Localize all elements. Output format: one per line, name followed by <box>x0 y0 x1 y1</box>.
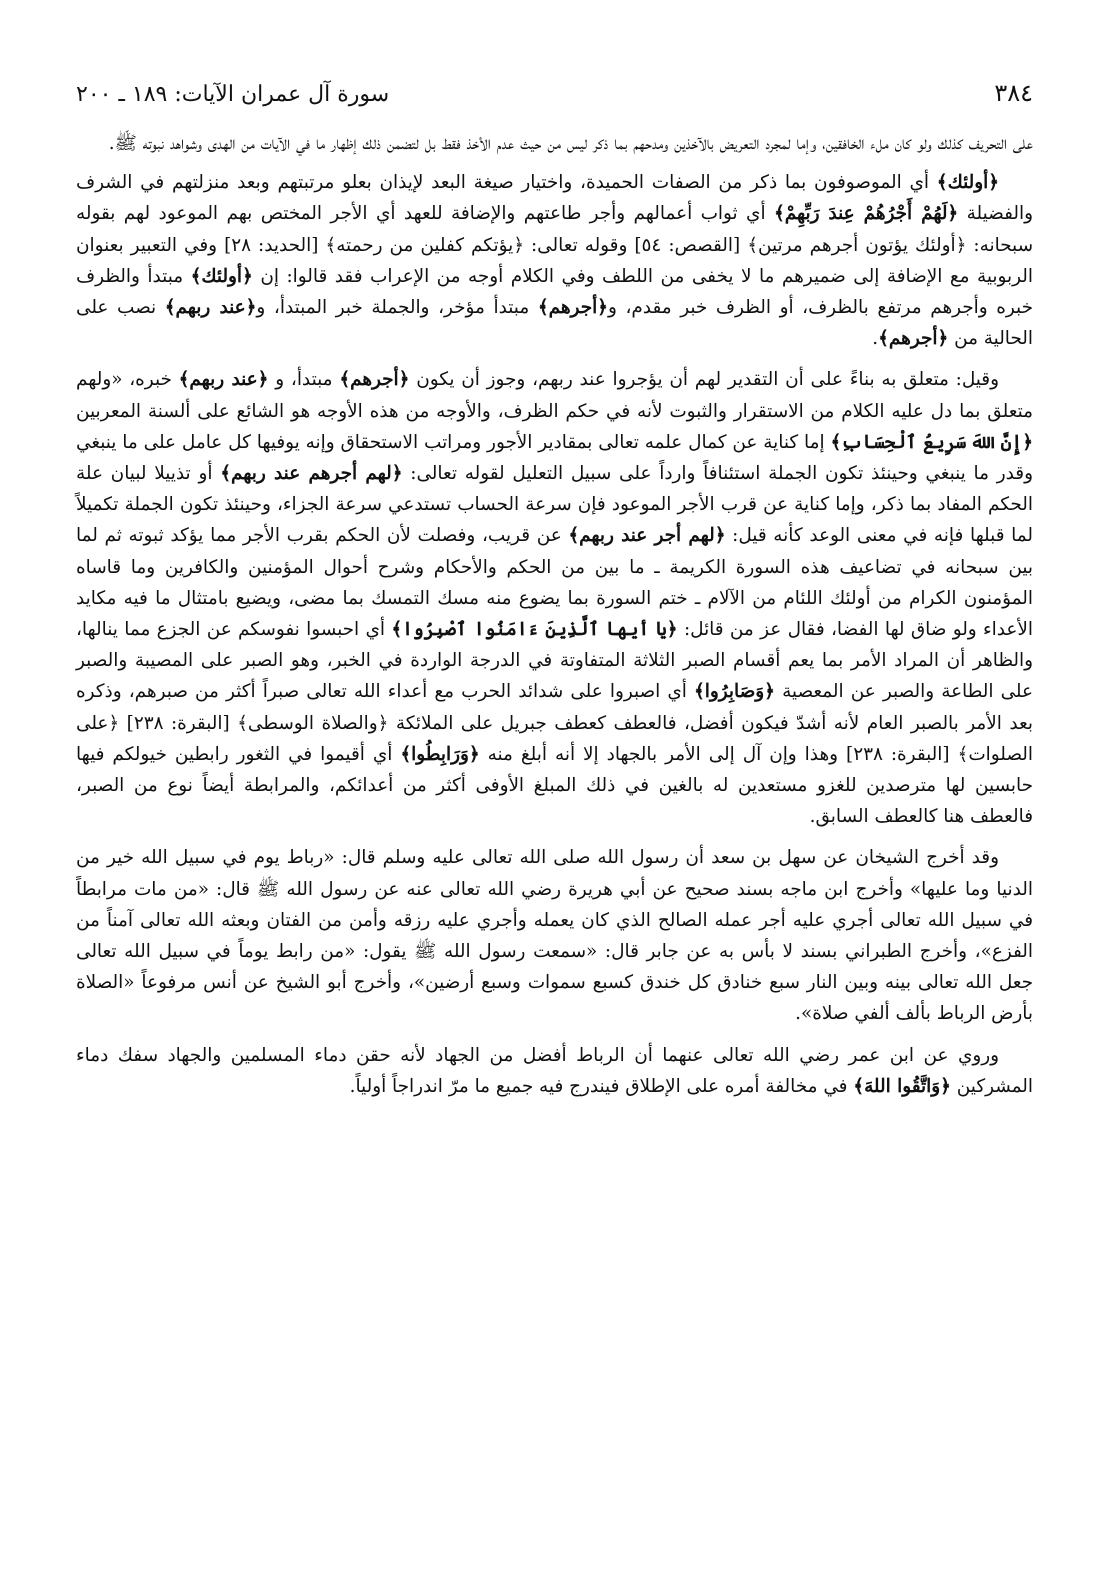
text-run: أي ثواب أعمالهم وأجر طاعتهم والإضافة للعهد أي الأجر المختص بهم الموعود لهم بقوله سبحانه: ﴿أولئك يؤتون أجرهم مرتين﴾ [القصص: ٥٤] وقوله تعالى: ﴿يؤتكم كفلين من رحمته﴾ [الحديد: ٢٨] وفي التعبير بعنوان الربوبية مع الإضافة إلى ضميرهم ما لا يخفى من اللطف وفي الكلام أوجه من الإعراب فقد قالوا: إن <box>76 203 1034 287</box>
text-run: أي احبسوا نفوسكم عن الجزع مما ينالها، والظاهر أن المراد الأمر بما يعم أقسام الصبر الثلاثة المتفاوتة في الدرجة الواردة في الخبر، وهو الصبر على المصيبة والصبر على الطاعة والصبر عن المعصية <box>76 619 1034 703</box>
quran-quote: ﴿وَصَابِرُوا﴾ <box>694 681 775 703</box>
text-run: مبتدأ والظرف خبره وأجرهم مرتفع بالظرف، أو الظرف خبر مقدم، و <box>76 265 1033 319</box>
quran-quote: ﴿عند ربهم﴾ <box>178 369 269 391</box>
text-run: أي اصبروا على شدائد الحرب مع أعداء الله تعالى صبراً أكثر من صبرهم، وذكره بعد الأمر بالصبر العام لأنه أشدّ فيكون أفضل، فالعطف كعطف جبريل على الملائكة ﴿والصلاة الوسطى﴾ [البقرة: ٢٣٨] ﴿على الصلوات﴾ [البقرة: ٢٣٨] وهذا وإن آل إلى الأمر بالجهاد إلا أنه أبلغ منه <box>76 681 1033 765</box>
page-number: ٣٨٤ <box>994 79 1033 107</box>
page-header <box>76 78 1033 110</box>
quran-quote: ﴿إِنَّ اللهَ سَرِيعُ ٱلْحِسَابِ﴾ <box>830 431 1033 453</box>
paragraph-2 <box>76 167 1033 354</box>
text-run: نصب على الحالية من <box>76 297 1033 350</box>
text-run: خبره، «ولهم متعلق بما دل عليه الكلام من الاستقرار والثبوت لأنه في حكم الظرف، والأوجه من هذه الأوجه هو الشائع على ألسنة المعربين <box>76 369 1033 422</box>
text-run: في مخالفة أمره على الإطلاق فيندرج فيه جميع ما مرّ اندراجاً أولياً. <box>349 1075 854 1097</box>
quran-quote: ﴿وَرَابِطُوا﴾ <box>400 743 480 765</box>
quran-quote: ﴿أولئك﴾ <box>936 172 999 194</box>
quran-quote: ﴿أولئك﴾ <box>190 265 253 287</box>
text-run: أي أقيموا في الثغور رابطين خيولكم فيها حابسين لها مترصدين للغزو مستعدين له بالغين في ذلك المبلغ الأوفى أكثر من أعدائكم، والمرابطة أيضاً نوع من الصبر، فالعطف هنا كالعطف السابق. <box>76 743 1033 828</box>
text-run: أي الموصوفون بما ذكر من الصفات الحميدة، واختيار صيغة البعد لإيذان بعلو مرتبتهم وبعد منزلتهم في الشرف والفضيلة <box>76 172 1033 225</box>
text-run: مبتدأ، و <box>268 369 340 391</box>
quran-quote: ﴿وَاتَّقُوا اللهَ﴾ <box>853 1075 951 1097</box>
paragraph-5 <box>76 1040 1033 1102</box>
quran-quote: ﴿لهم أجر عند ربهم﴾ <box>568 525 726 547</box>
running-title: سورة آل عمران الآيات: ١٨٩ ـ ٢٠٠ <box>76 82 390 107</box>
quran-quote: ﴿لهم أجرهم عند ربهم﴾ <box>220 463 403 485</box>
text-run: وقد أخرج الشيخان عن سهل بن سعد أن رسول الله صلى الله تعالى عليه وسلم قال: «رباط يوم في سبيل الله خير من الدنيا وما عليها» وأخرج ابن ماجه بسند صحيح عن أبي هريرة رضي الله تعالى عنه عن رسول الله ﷺ قال: «من مات مرابطاً في سبيل الله تعالى أجري عليه أجر عمله الصالح الذي كان يعمله وأجري عليه رزقه وأمن من الفتان وبعثه الله تعالى آمناً من الفزع»، وأخرج الطبراني بسند لا بأس به عن جابر قال: «سمعت رسول الله ﷺ يقول: «من رابط يوماً في سبيل الله تعالى جعل الله تعالى بينه وبين النار سبع خنادق كل خندق كسبع سموات وسبع أرضين»، وأخرج أبو الشيخ عن أنس مرفوعاً «الصلاة بأرض الرباط بألف ألفي صلاة». <box>76 847 1033 1025</box>
quran-quote: ﴿أجرهم﴾ <box>878 328 949 350</box>
text-run: على التحريف كذلك ولو كان ملء الخافقين، وإما لمجرد التعريض بالآخذين ومدحهم بما ذكر ليس من حيث عدم الأخذ فقط بل لتضمن ذلك إظهار ما في الآيات من الهدى وشواهد نبوته ﷺ. <box>108 133 1033 154</box>
paragraph-3 <box>76 364 1033 832</box>
quran-quote: ﴿أجرهم﴾ <box>537 297 608 319</box>
text-run: مبتدأ مؤخر، والجملة خبر المبتدأ، و <box>256 297 538 319</box>
text-run: وقيل: متعلق به بناءً على أن التقدير لهم أن يؤجروا عند ربهم، وجوز أن يكون <box>409 369 999 391</box>
quran-quote: ﴿عند ربهم﴾ <box>164 297 257 319</box>
quran-quote: ﴿أجرهم﴾ <box>339 369 410 391</box>
text-run: إما كناية عن كمال علمه تعالى بمقادير الأجور ومراتب الاستحقاق وإنه يوفيها كل عامل على ما ينبغي وقدر ما ينبغي وحينئذ تكون الجملة استئنافاً وارداً على سبيل التعليل لقوله تعالى: <box>76 431 1033 485</box>
text-run: وروي عن ابن عمر رضي الله تعالى عنهما أن الرباط أفضل من الجهاد لأنه حقن دماء المسلمين والجهاد سفك دماء المشركين <box>76 1044 1033 1097</box>
text-run: أو تذييلا لبيان علة الحكم المفاد بما ذكر، وإما كناية عن قرب الأجر الموعود فإن سرعة الحساب تستدعي سرعة الجزاء، وحينئذ تكون الجملة تكميلاً لما قبلها فإنه في معنى الوعد كأنه قيل: <box>76 463 1033 547</box>
quran-quote: ﴿يا أيها ٱلَّذِينَ ءَامَنُوا ٱصْبِرُوا﴾ <box>391 619 678 641</box>
paragraph-1 <box>76 128 1033 159</box>
quran-quote: ﴿لَهُمْ أَجْرُهُمْ عِندَ رَبِّهِمْ﴾ <box>773 203 959 225</box>
text-run: عن قريب، وفصلت لأن الحكم بقرب الأجر مما يؤكد ثبوته ثم لما بين سبحانه في تضاعيف هذه السورة الكريمة ـ ما بين من الحكم والأحكام وشرح أحوال المؤمنين والكافرين وما قاساه المؤمنون الكرام من أولئك اللئام من الآلام ـ ختم السورة بما يضوع منه مسك التمسك بما مضى، ويضيع بامتثال ما فيه مكايد الأعداء ولو ضاق لها الفضا، فقال عز من قائل: <box>76 525 1034 641</box>
paragraph-4 <box>76 842 1033 1029</box>
body-text <box>76 128 1033 1102</box>
text-run: . <box>872 328 879 350</box>
